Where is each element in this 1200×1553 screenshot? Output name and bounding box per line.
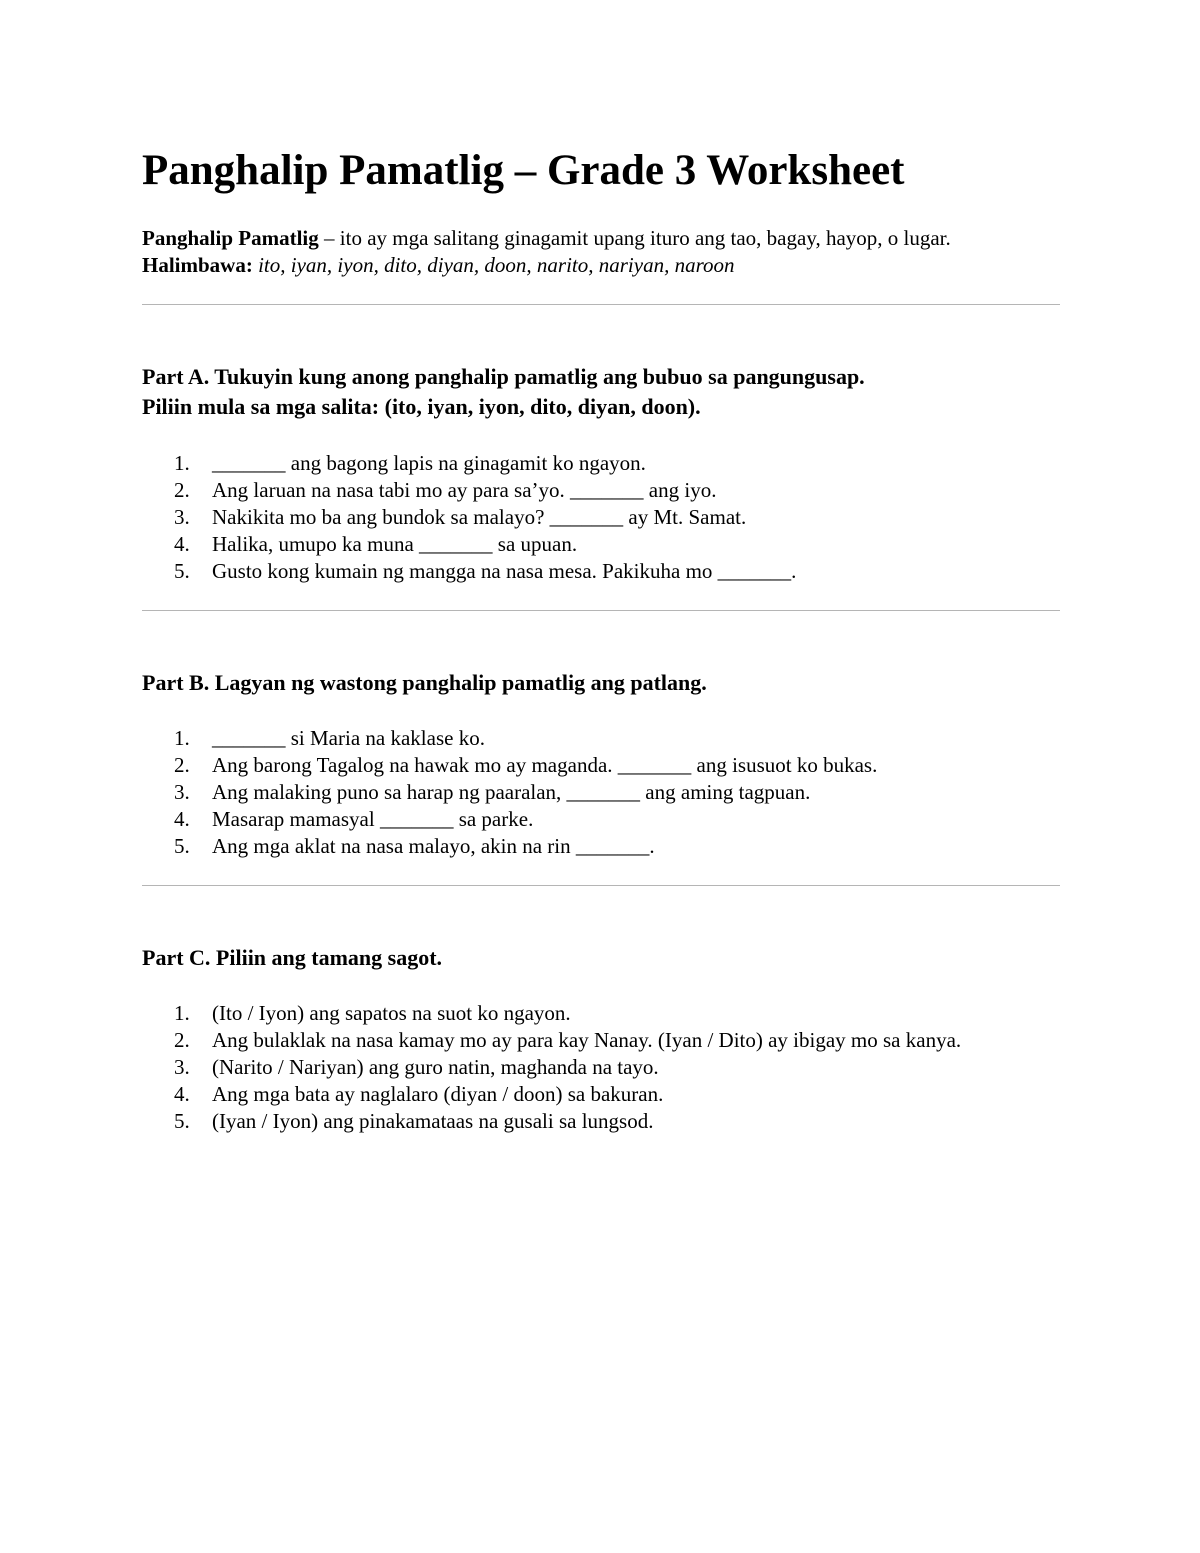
page-title: Panghalip Pamatlig – Grade 3 Worksheet	[142, 147, 905, 194]
part-a-title-line1: Part A. Tukuyin kung anong panghalip pamatlig ang bubuo sa pangungusap.	[142, 364, 865, 389]
examples-label: Halimbawa:	[142, 253, 253, 277]
item-number: 4.	[174, 807, 190, 831]
part-b-title: Part B. Lagyan ng wastong panghalip pamatlig ang patlang.	[142, 670, 707, 695]
part-a-title	[142, 362, 865, 422]
item-number: 1.	[174, 726, 190, 750]
item-text: _______ ang bagong lapis na ginagamit ko ngayon.	[212, 451, 646, 475]
item-text: Ang malaking puno sa harap ng paaralan, _______ ang aming tagpuan.	[212, 780, 811, 804]
item-text: Ang mga aklat na nasa malayo, akin na rin _______.	[212, 834, 655, 858]
intro-block	[142, 225, 951, 279]
item-text: Gusto kong kumain ng mangga na nasa mesa. Pakikuha mo _______.	[212, 559, 797, 583]
item-number: 1.	[174, 1001, 190, 1025]
item-number: 3.	[174, 505, 190, 529]
item-number: 2.	[174, 753, 190, 777]
item-text: Masarap mamasyal _______ sa parke.	[212, 807, 534, 831]
section-divider	[142, 885, 1060, 886]
definition-line	[142, 225, 951, 252]
item-number: 5.	[174, 834, 190, 858]
item-number: 5.	[174, 1109, 190, 1133]
section-divider	[142, 304, 1060, 305]
examples-line	[142, 252, 951, 279]
examples-text: ito, iyan, iyon, dito, diyan, doon, narito, nariyan, naroon	[252, 253, 735, 277]
item-text: Ang barong Tagalog na hawak mo ay maganda. _______ ang isusuot ko bukas.	[212, 753, 878, 777]
item-number: 1.	[174, 451, 190, 475]
item-number: 5.	[174, 559, 190, 583]
part-c-title: Part C. Piliin ang tamang sagot.	[142, 945, 443, 970]
item-text: (Narito / Nariyan) ang guro natin, maghanda na tayo.	[212, 1055, 659, 1079]
item-number: 4.	[174, 532, 190, 556]
item-text: Ang bulaklak na nasa kamay mo ay para kay Nanay. (Iyan / Dito) ay ibigay mo sa kanya.	[212, 1028, 962, 1052]
definition-text: – ito ay mga salitang ginagamit upang ituro ang tao, bagay, hayop, o lugar.	[318, 226, 951, 250]
item-number: 4.	[174, 1082, 190, 1106]
item-number: 2.	[174, 1028, 190, 1052]
item-text: Nakikita mo ba ang bundok sa malayo? _______ ay Mt. Samat.	[212, 505, 747, 529]
section-divider	[142, 610, 1060, 611]
item-text: Ang mga bata ay naglalaro (diyan / doon) sa bakuran.	[212, 1082, 664, 1106]
item-number: 2.	[174, 478, 190, 502]
item-text: (Ito / Iyon) ang sapatos na suot ko ngayon.	[212, 1001, 571, 1025]
item-text: _______ si Maria na kaklase ko.	[212, 726, 485, 750]
item-number: 3.	[174, 1055, 190, 1079]
item-text: Halika, umupo ka muna _______ sa upuan.	[212, 532, 578, 556]
item-text: (Iyan / Iyon) ang pinakamataas na gusali sa lungsod.	[212, 1109, 654, 1133]
item-number: 3.	[174, 780, 190, 804]
part-a-title-line2: Piliin mula sa mga salita: (ito, iyan, iyon, dito, diyan, doon).	[142, 394, 701, 419]
definition-term: Panghalip Pamatlig	[142, 226, 319, 250]
item-text: Ang laruan na nasa tabi mo ay para sa’yo. _______ ang iyo.	[212, 478, 717, 502]
